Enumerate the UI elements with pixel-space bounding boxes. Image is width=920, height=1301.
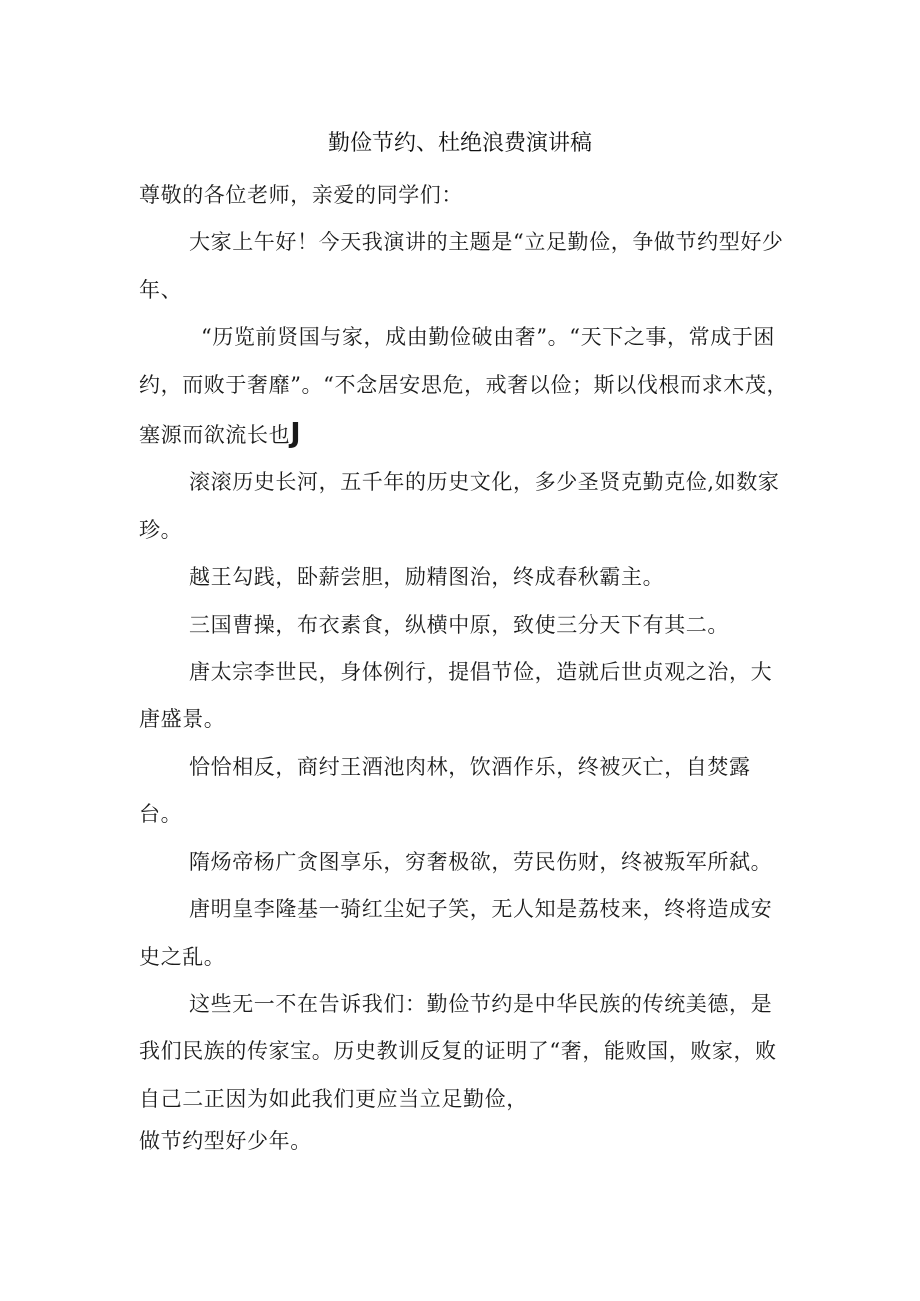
paragraph: 滚滚历史长河，五千年的历史文化，多少圣贤克勤克俭,如数家珍。 [139,470,780,542]
paragraph: 隋炀帝杨广贪图享乐，穷奢极欲，劳民伤财，终被叛军所弑。 [189,849,773,874]
paragraph: 唐明皇李隆基一骑红尘妃子笑，无人知是荔枝来，终将造成安史之乱。 [139,897,773,969]
document-body [139,172,789,1160]
paragraph: 这些无一不在告诉我们：勤俭节约是中华民族的传统美德，是我们民族的传家宝。历史教训反复的证明了“奢，能败国，败家，败自己二正因为如此我们更应当立足勤俭， [139,991,777,1111]
paragraph: 唐太宗李世民，身体例行，提倡节俭，造就后世贞观之治，大唐盛景。 [139,660,773,732]
paragraph [139,314,789,459]
document-title: 勤俭节约、杜绝浪费演讲稿 [327,131,592,156]
final-line: 做节约型好少年。 [139,1129,312,1154]
paragraph: 大家上午好！今天我演讲的主题是“立足勤俭，争做节约型好少年、 [139,230,784,302]
paragraph: 恰恰相反，商纣王酒池肉林，饮酒作乐，终被灭亡，自焚露台。 [139,754,751,827]
paragraph: 越王勾践，卧薪尝胆，励精图治，终成春秋霸主。 [189,565,665,590]
salutation: 尊敬的各位老师，亲爱的同学们： [139,183,463,207]
paragraph: 三国曹操，布衣素食，纵横中原，致使三分天下有其二。 [189,612,729,637]
stray-mark: J [290,416,302,450]
paragraph-text: “历览前贤国与家，成由勤俭破由奢”。“天下之事，常成于困约，而败于奢靡”。“不念居安思危，戒奢以俭；斯以伐根而求木茂，塞源而欲流长也 [139,325,789,448]
